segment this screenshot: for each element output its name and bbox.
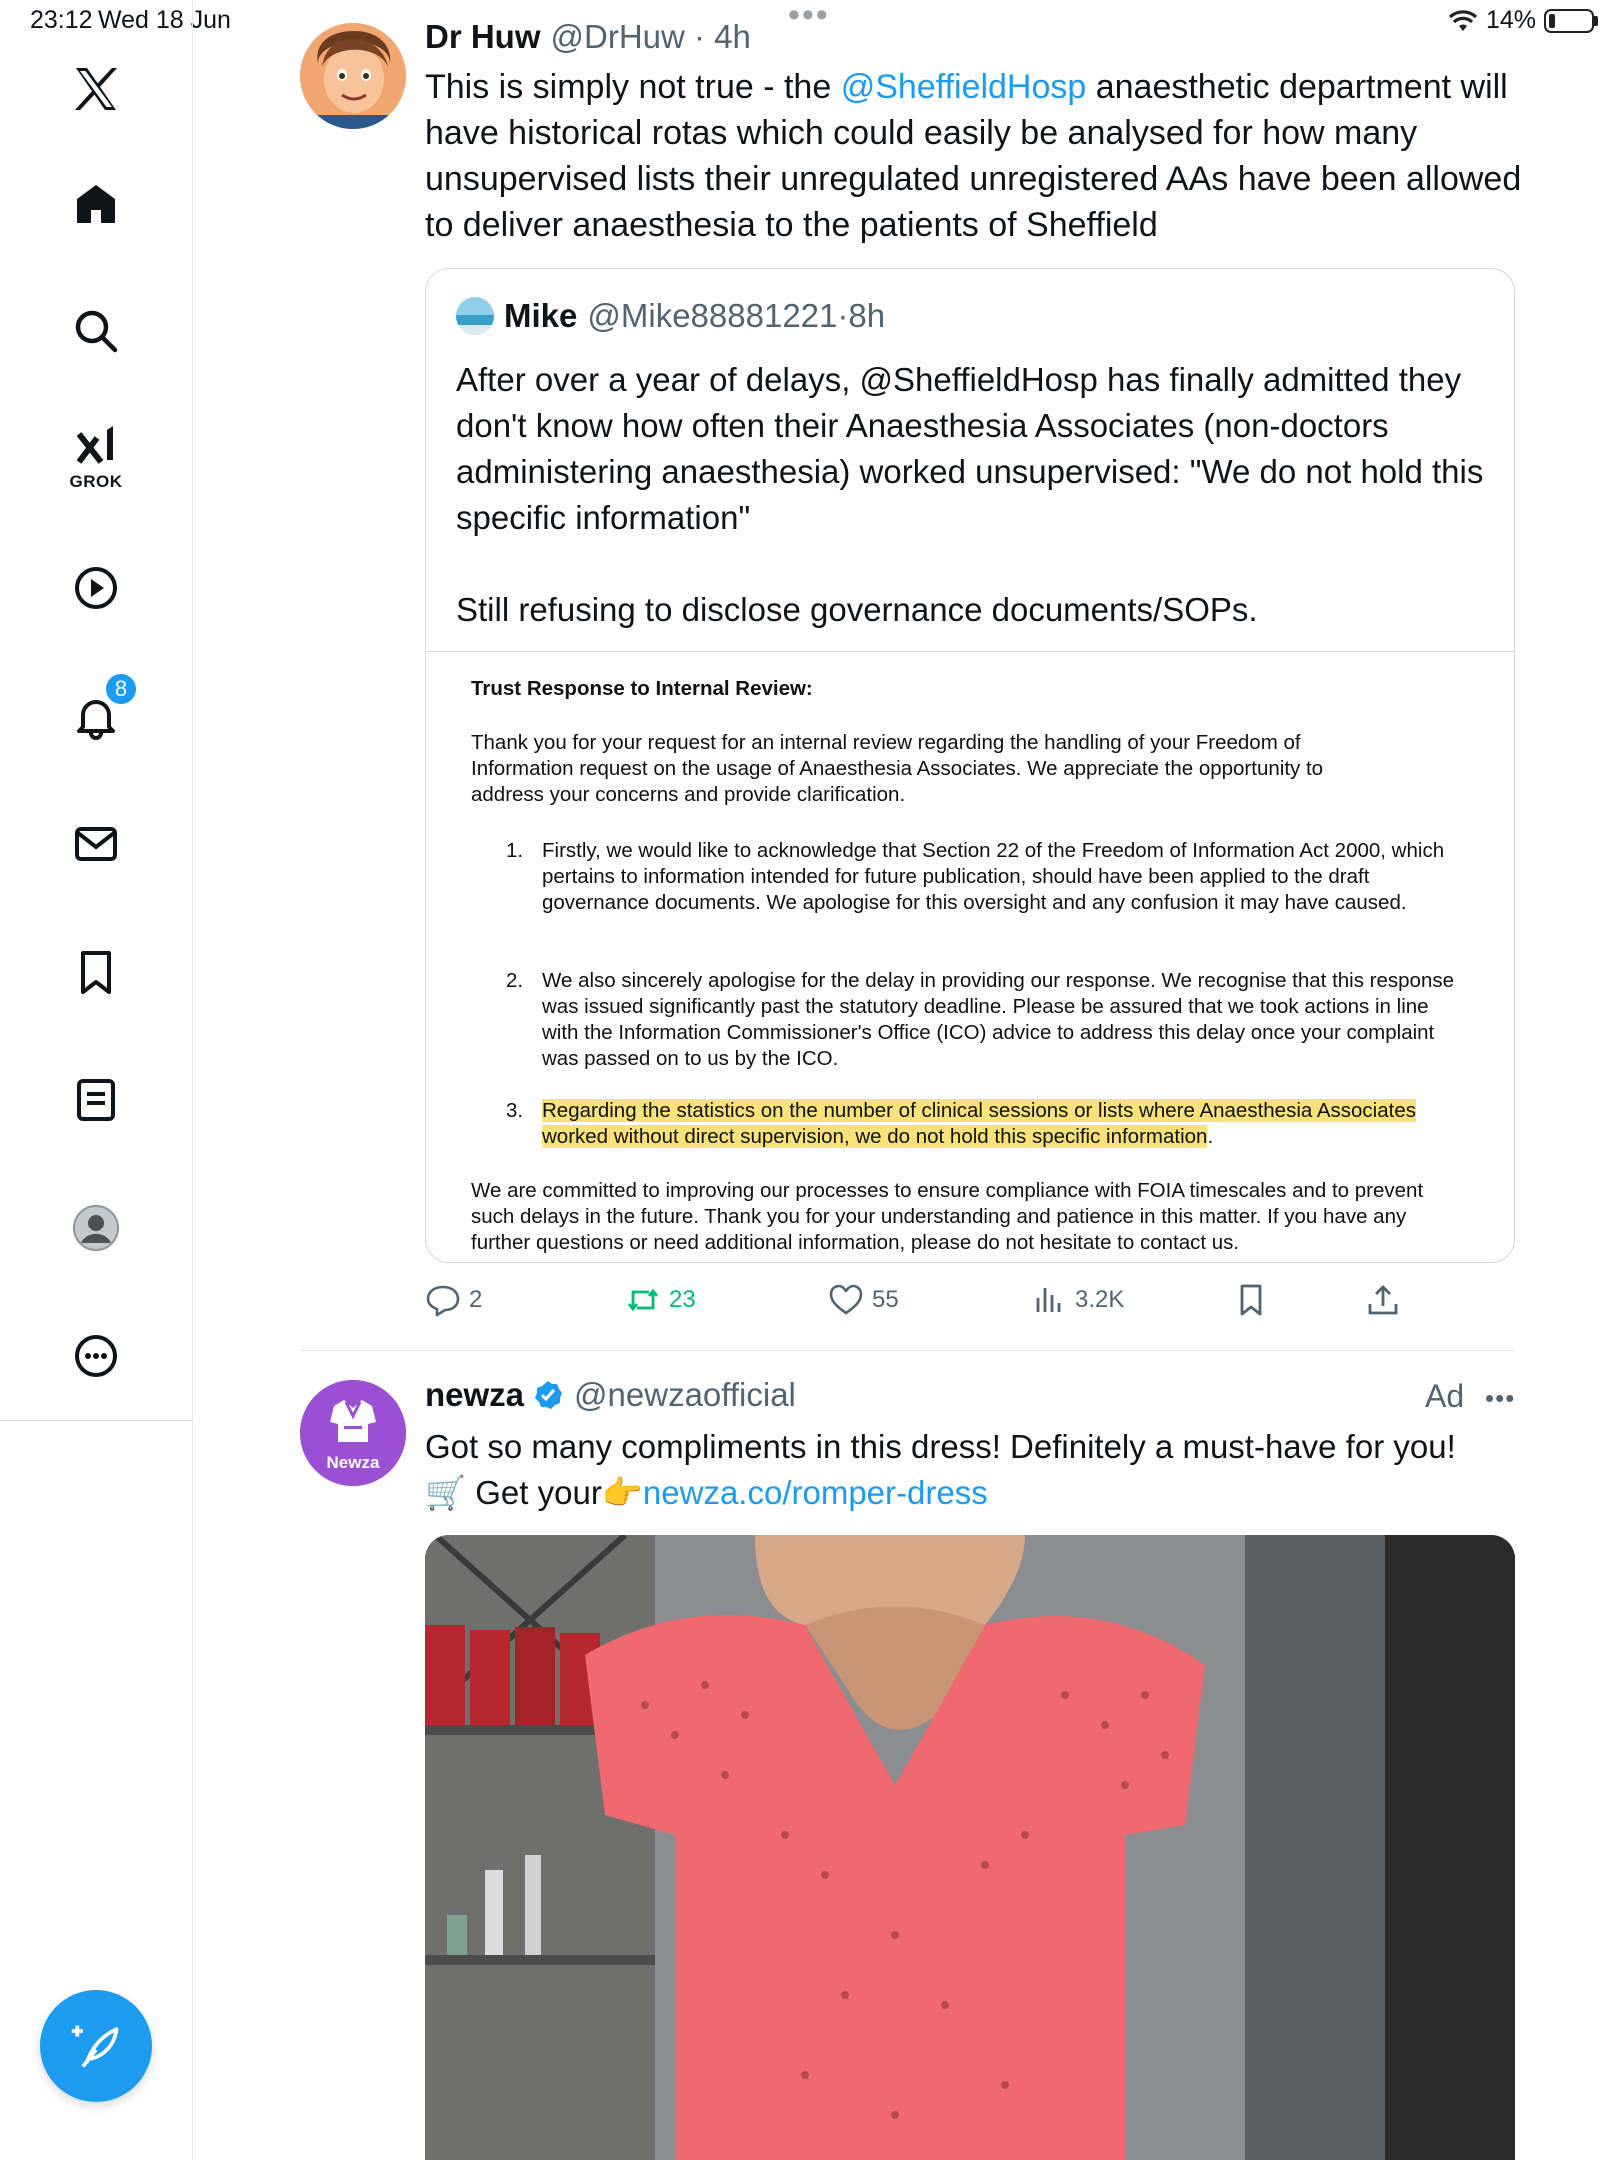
drhuw-avatar[interactable] bbox=[300, 23, 406, 129]
doc-item bbox=[506, 838, 1466, 916]
quote-author-handle: @Mike88881221 bbox=[587, 297, 838, 334]
quote-text-p2: Still refusing to disclose governance documents/SOPs. bbox=[456, 591, 1258, 628]
cartoon-avatar-icon bbox=[300, 23, 406, 129]
author-handle[interactable]: @DrHuw bbox=[550, 18, 685, 55]
newza-logo-icon bbox=[300, 1380, 406, 1486]
more-dots-icon[interactable]: ••• bbox=[788, 0, 830, 34]
like-button[interactable] bbox=[828, 1282, 899, 1318]
verified-badge-icon bbox=[532, 1379, 564, 1411]
views-count: 3.2K bbox=[1075, 1286, 1125, 1313]
x-logo-icon bbox=[71, 64, 121, 114]
wifi-icon bbox=[1448, 9, 1478, 33]
doc-outro: We are committed to improving our processes to ensure compliance with FOIA timescales and to prevent such delays in the future. Thank you for your understanding and patience in this matter. If you have any further questions or need additional information, please do not hesitate to contact us. bbox=[471, 1179, 1424, 1254]
search-icon bbox=[71, 306, 121, 356]
newza-avatar[interactable] bbox=[300, 1380, 406, 1486]
document-image[interactable] bbox=[426, 651, 1515, 1263]
sidebar-item-lists[interactable] bbox=[62, 1066, 130, 1134]
author-name[interactable]: Dr Huw bbox=[425, 18, 541, 55]
ad-author-handle[interactable]: @newzaofficial bbox=[574, 1376, 796, 1413]
sidebar-item-grok[interactable] bbox=[62, 420, 130, 491]
quote-text bbox=[456, 357, 1486, 633]
battery-percent: 14% bbox=[1485, 6, 1536, 34]
sidebar-item-home[interactable] bbox=[62, 170, 130, 238]
profile-avatar-icon bbox=[71, 1203, 121, 1253]
x-logo[interactable] bbox=[62, 55, 130, 123]
doc-title: Trust Response to Internal Review: bbox=[471, 677, 813, 700]
heart-icon bbox=[828, 1282, 864, 1318]
views-icon bbox=[1031, 1282, 1067, 1318]
quote-time: 8h bbox=[848, 297, 886, 334]
reply-button[interactable] bbox=[425, 1282, 482, 1318]
doc-item-number: 1. bbox=[506, 839, 524, 862]
highlighted-text: Regarding the statistics on the number of clinical sessions or lists where Anaesthesia Associates worked without direct supervision, we do not hold this specific information bbox=[542, 1099, 1416, 1148]
ad-text-line1: Got so many compliments in this dress! Definitely a must-have for you! bbox=[425, 1428, 1456, 1465]
mike-avatar[interactable] bbox=[456, 297, 494, 335]
doc-item-text: Firstly, we would like to acknowledge that Section 22 of the Freedom of Information Act 2000, which pertains to information intended for future publication, should have been applied to the draft governance documents. We apologise for this oversight and any confusion it may have caused. bbox=[542, 839, 1445, 914]
bookmark-icon bbox=[71, 947, 121, 997]
post-time[interactable]: 4h bbox=[714, 18, 751, 55]
compose-post-button[interactable] bbox=[40, 1990, 152, 2102]
sidebar-item-search[interactable] bbox=[62, 297, 130, 365]
ad-link[interactable]: newza.co/romper-dress bbox=[642, 1474, 988, 1511]
ad-label: Ad bbox=[1425, 1378, 1465, 1414]
post-separator bbox=[300, 1350, 1515, 1351]
more-options-icon[interactable]: ••• bbox=[1485, 1383, 1516, 1413]
sidebar-item-profile[interactable] bbox=[62, 1194, 130, 1262]
sidebar-item-messages[interactable] bbox=[62, 810, 130, 878]
compose-feather-icon bbox=[68, 2018, 124, 2074]
mail-icon bbox=[71, 819, 121, 869]
post-text-before: This is simply not true - the bbox=[425, 68, 841, 106]
post-text bbox=[425, 64, 1525, 248]
status-date: Wed 18 Jun bbox=[98, 6, 231, 34]
ad-media-image[interactable] bbox=[425, 1535, 1515, 2160]
sidebar-item-video[interactable] bbox=[62, 554, 130, 622]
doc-item-number: 2. bbox=[506, 969, 524, 992]
quote-text-p1: After over a year of delays, @SheffieldHosp has finally admitted they don't know how often their Anaesthesia Associates (non-doctors administering anaesthesia) worked unsupervised: "We do not hold this specific information" bbox=[456, 361, 1484, 536]
grok-label: GROK bbox=[69, 472, 123, 491]
more-circle-icon bbox=[71, 1331, 121, 1381]
repost-count: 23 bbox=[669, 1286, 696, 1313]
play-icon bbox=[71, 563, 121, 613]
dress-photo bbox=[425, 1535, 1515, 2160]
ad-post-text bbox=[425, 1424, 1525, 1516]
notification-badge: 8 bbox=[104, 672, 138, 706]
ad-post-header bbox=[425, 1376, 796, 1414]
ad-author-name[interactable]: newza bbox=[425, 1376, 525, 1413]
repost-icon bbox=[625, 1282, 661, 1318]
newza-avatar-label: Newza bbox=[326, 1453, 380, 1472]
status-time: 23:12 bbox=[30, 6, 93, 34]
battery-icon bbox=[1544, 9, 1598, 33]
quoted-post[interactable] bbox=[425, 268, 1515, 1263]
ad-label-row bbox=[1425, 1378, 1515, 1415]
post-header bbox=[425, 18, 751, 56]
doc-item-text: We also sincerely apologise for the delay in providing our response. We recognise that this response was issued significantly past the statutory deadline. Please be assured that we took actions in line with the Information Commissioner's Office (ICO) advice to address this delay once your complaint was passed on to us by the ICO. bbox=[542, 969, 1454, 1070]
doc-intro: Thank you for your request for an internal review regarding the handling of your Freedom of Information request on the usage of Anaesthesia Associates. We appreciate the opportunity to address your concerns and provide clarification. bbox=[471, 731, 1324, 806]
bookmark-icon bbox=[1233, 1282, 1269, 1318]
views-button[interactable] bbox=[1031, 1282, 1124, 1318]
mention-link[interactable]: @SheffieldHosp bbox=[840, 68, 1087, 106]
sidebar-item-more[interactable] bbox=[62, 1322, 130, 1390]
reply-icon bbox=[425, 1282, 461, 1318]
doc-item bbox=[506, 968, 1466, 1072]
dot-separator: · bbox=[684, 18, 715, 55]
doc-item-text-wrap bbox=[542, 1098, 1466, 1150]
reply-count: 2 bbox=[469, 1286, 483, 1313]
quote-author-name: Mike bbox=[504, 297, 578, 334]
doc-item-number: 3. bbox=[506, 1099, 524, 1122]
home-icon bbox=[71, 179, 121, 229]
sidebar-divider bbox=[0, 1420, 193, 1421]
repost-button[interactable] bbox=[625, 1282, 696, 1318]
sidebar bbox=[0, 0, 193, 2160]
status-right bbox=[1448, 6, 1598, 35]
post-text-after: anaesthetic department will have historical rotas which could easily be analysed for how many unsupervised lists their unregulated unregistered AAs have been allowed to deliver anaesthesia to the patients of Sheffield bbox=[425, 68, 1522, 244]
like-count: 55 bbox=[872, 1286, 899, 1313]
quote-header bbox=[456, 297, 885, 335]
grok-icon bbox=[71, 420, 121, 470]
bookmark-button[interactable] bbox=[1233, 1282, 1269, 1318]
sidebar-item-notifications[interactable] bbox=[62, 676, 130, 750]
post-actions bbox=[425, 1282, 1425, 1322]
dot-separator: · bbox=[837, 297, 849, 334]
share-button[interactable] bbox=[1365, 1282, 1401, 1318]
sidebar-item-bookmarks[interactable] bbox=[62, 938, 130, 1006]
ad-text-prefix: 🛒 Get your👉 bbox=[425, 1474, 643, 1511]
share-icon bbox=[1365, 1282, 1401, 1318]
list-icon bbox=[71, 1075, 121, 1125]
doc-item bbox=[506, 1098, 1466, 1150]
highlight-trail: . bbox=[1207, 1125, 1214, 1148]
